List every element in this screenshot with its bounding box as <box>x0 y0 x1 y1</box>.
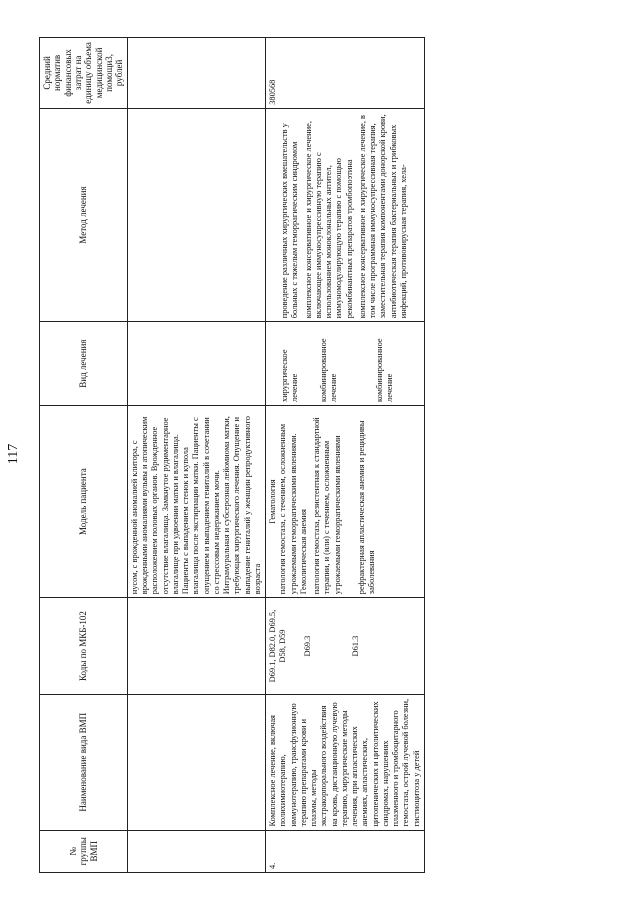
continuation-model-text: нусом, с врожденной аномалией клитора, с врожденными аномалиями вульвы и атопическим расположением половых органов. Врожденное отсутствие влагалища. Замкнутое рудиментарное влагалище при удвоении матки и влагалища. Пациенты с выпадением стенок и купола влагалища после экстирпации матки. Пациенты с опущением и выпадением гениталий в сочетании со стрессовым недержанием мочи. Интрамуральная и субсерозная лейомиома матки, требующая хирургического лечения. Опущение и выпадение гениталий у женщин репродуктивного возраста <box>127 405 265 597</box>
treatment-type-1: хирургическое лечение <box>280 349 300 402</box>
treatment-method-cell <box>266 108 425 321</box>
treatment-type-2: комбинированное лечение <box>318 338 338 402</box>
rotated-page <box>6 37 619 873</box>
group-number: 4. <box>266 830 425 872</box>
header-average-cost: Средний норматив финансовых затрат на единицу объема медицинской помощи3, рублей <box>40 38 128 109</box>
patient-model-cell <box>266 405 425 597</box>
header-patient-model: Модель пациента <box>40 405 128 597</box>
icd-codes-3: D61.3 <box>350 635 360 657</box>
icd-codes-2: D69.3 <box>302 635 312 657</box>
patient-model-3: рефрактерная апластическая анемия и рецидивы заболевания <box>356 420 376 595</box>
treatment-method-3: комплексное консервативное и хирургическое лечение, в том числе программная иммуносупрессивная терапия, заместительная терапия компонентами донорской крови, антибиотическая терапия бактериальных и грибковых инфекций, противовирусная терапия, хела- <box>357 114 408 319</box>
treatment-type-3: комбинированное лечение <box>375 338 395 402</box>
header-icd-codes: Коды по МКБ-102 <box>40 598 128 695</box>
header-vmp-name: Наименование вида ВМП <box>40 694 128 830</box>
average-cost: 380568 <box>266 38 425 109</box>
icd-codes-1: D69.1, D82.0, D69.5, D58, D59 <box>268 609 288 683</box>
patient-model-2: патология гемостаза, резистентная к стандартной терапии, и (или) с течением, осложненным угрожаемыми геморрагическими явлениями <box>312 417 342 595</box>
header-group-number: № группы ВМП <box>40 830 128 872</box>
vmp-table <box>39 37 425 873</box>
treatment-method-1: проведение различных хирургических вмешательств у больных с тяжелым геморрагическим синдромом <box>280 123 300 319</box>
table-header-row <box>40 38 128 873</box>
treatment-type-cell <box>266 322 425 406</box>
vmp-name: Комплексное лечение, включая полихимиотерапию, иммунотерапию, трансфузионную терапию препаратами крови и плазмы, методы экстракорпорального воздействия на кровь, дистанционную лучевую терапию, хирургические методы лечения, при апластических анемиях, апластических, цитопенических и цитолитических синдромах, нарушениях плазменного и тромбоцитарного гемостаза, острой лучевой болезни, гистиоцитоза у детей <box>266 694 425 830</box>
section-heading-hematology: Гематология <box>268 479 277 524</box>
page-number: 117 <box>6 443 21 465</box>
header-treatment-method: Метод лечения <box>40 108 128 321</box>
table-row-continuation <box>127 38 265 873</box>
table-row-group-4 <box>266 38 425 873</box>
treatment-method-2: комплексное консервативное и хирургическое лечение, включающее иммуносупрессивную терапию с использованием моноклональных антител, иммуномодулирующую терапию с помощью рекомбинантных препаратов тромбопоэтина <box>303 121 354 319</box>
patient-model-1: патология гемостаза, с течением, осложненным угрожаемыми геморрагическими явлениями. Гемолитическая анемия <box>278 424 308 595</box>
header-treatment-type: Вид лечения <box>40 322 128 406</box>
icd-codes-cell <box>266 598 425 695</box>
